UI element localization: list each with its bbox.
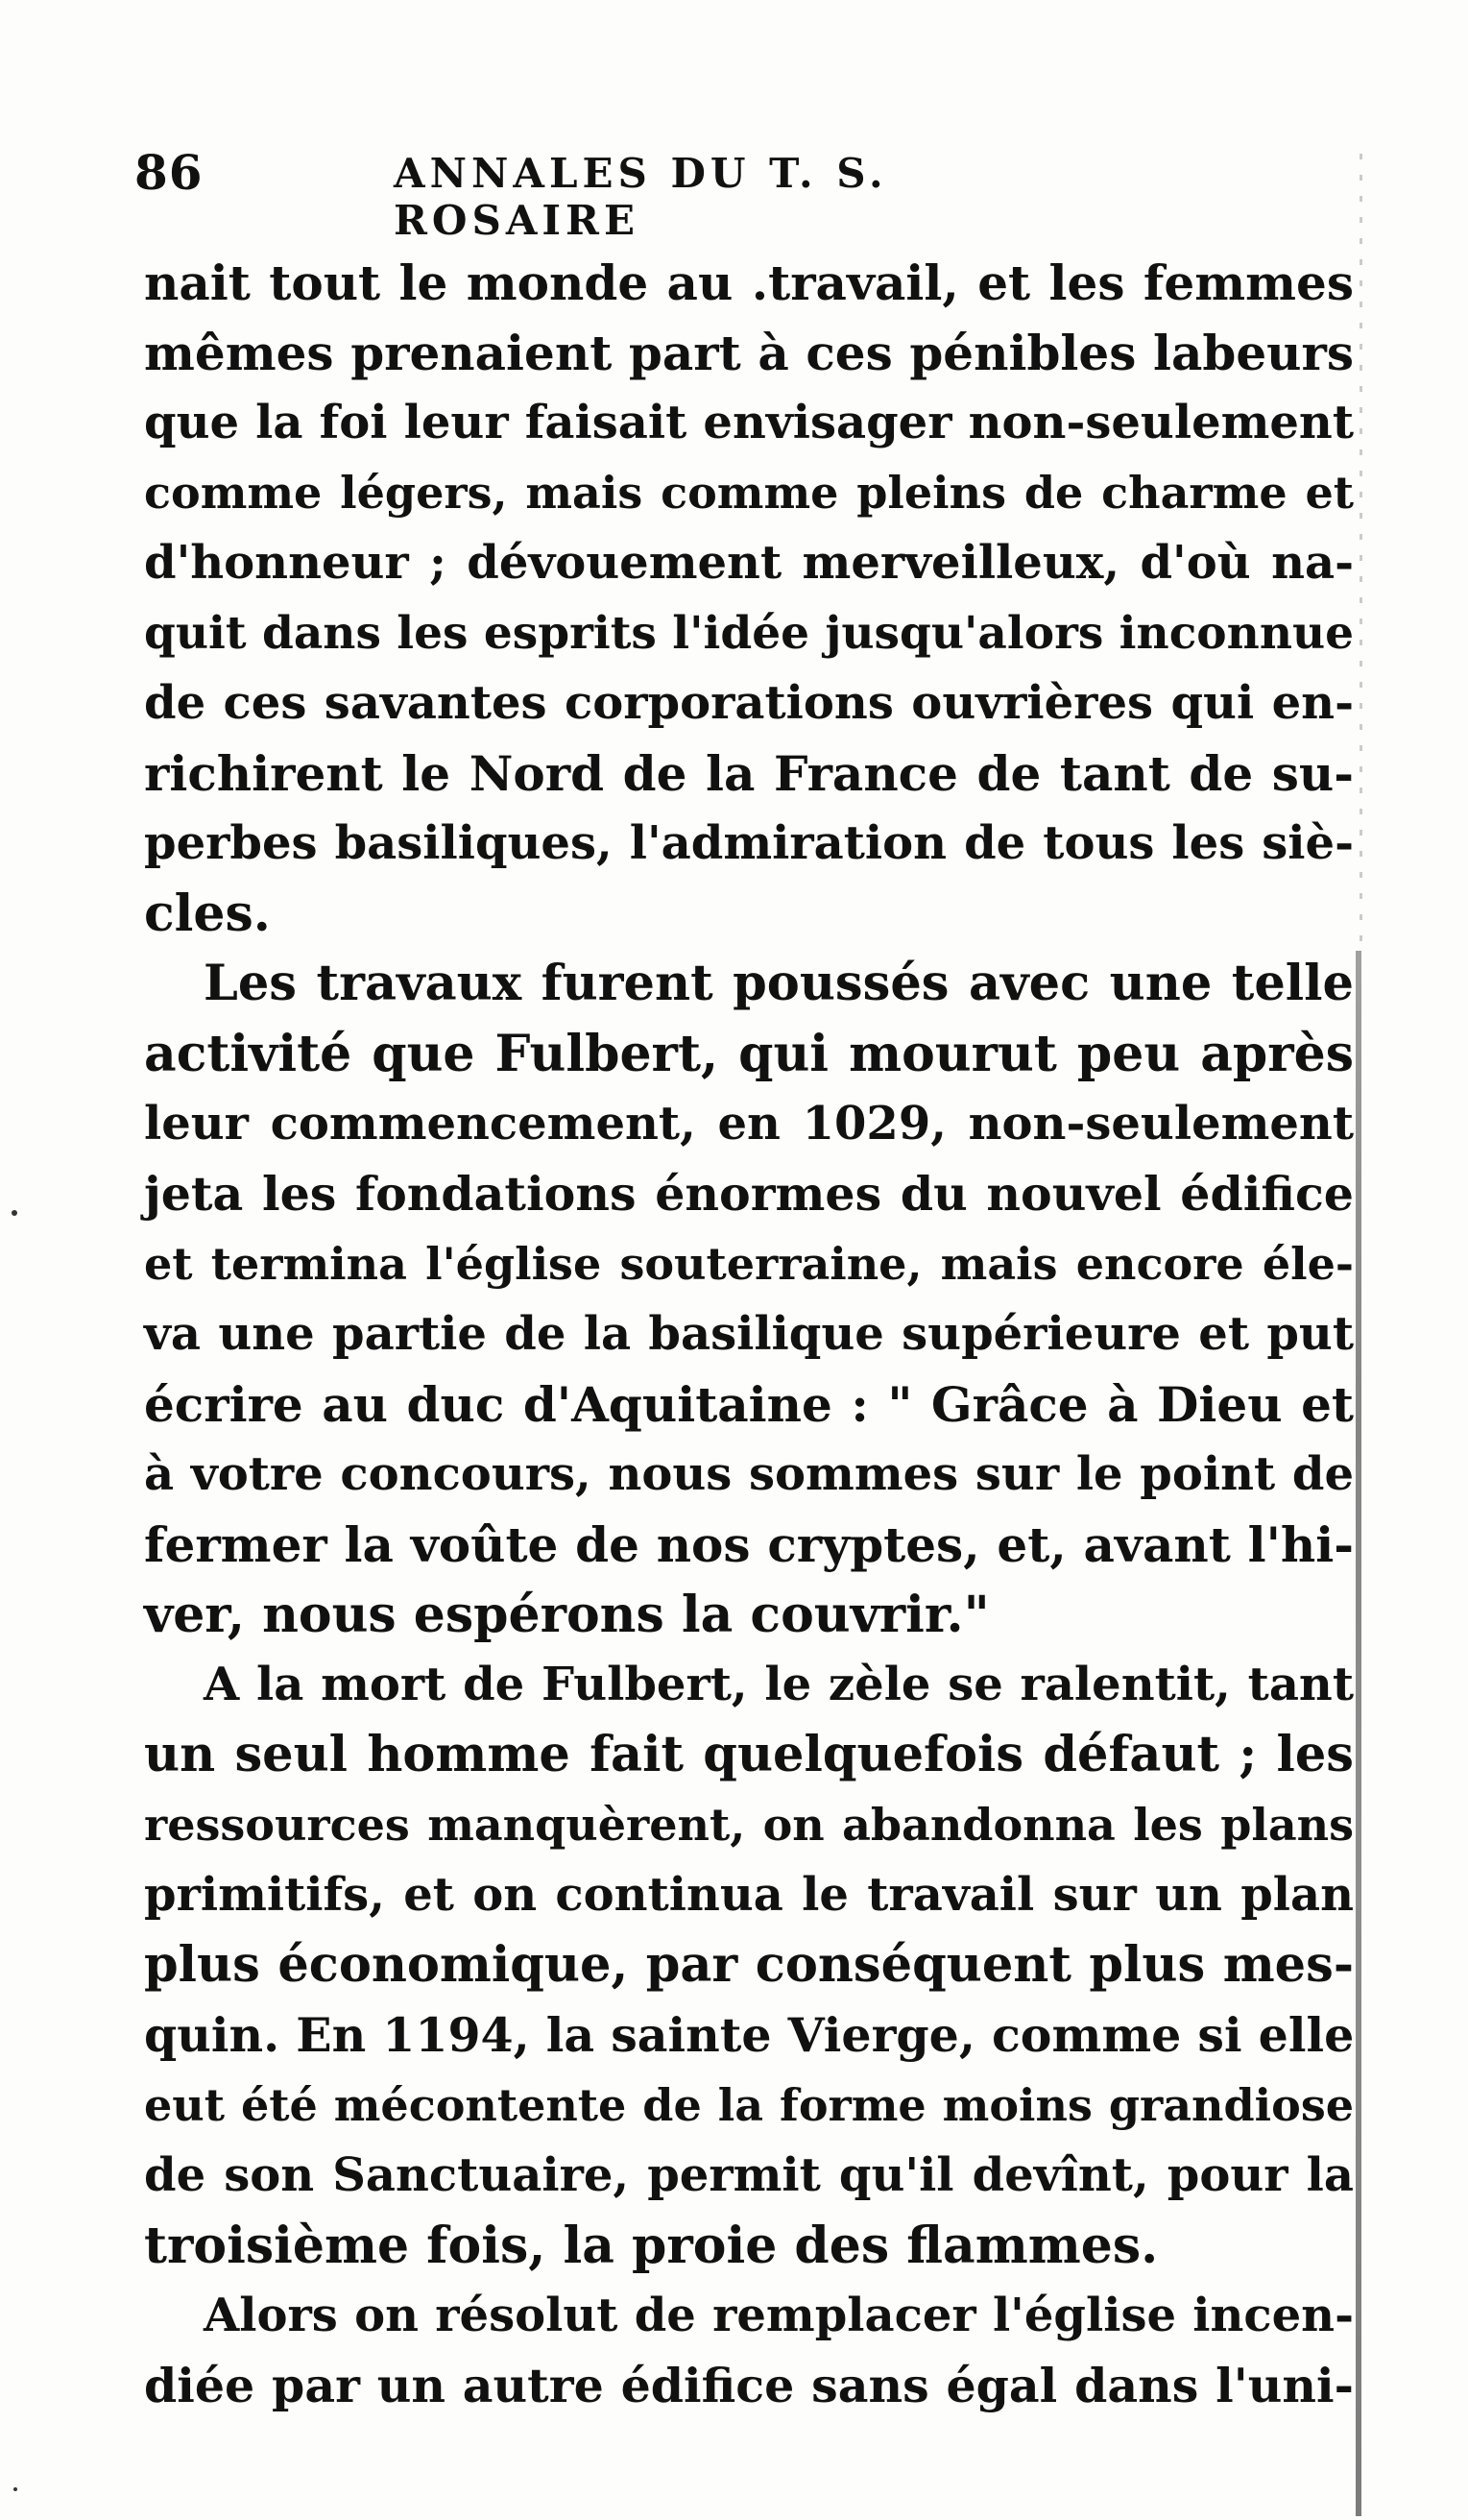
text-line: nait tout le monde au .travail, et les femmes (144, 254, 1354, 311)
paragraph (144, 2281, 1354, 2421)
text-line: jeta les fondations énormes du nouvel édifice (144, 1166, 1354, 1222)
text-line: comme légers, mais comme pleins de charme et (144, 467, 1354, 519)
text-line: ressources manquèrent, on abandonna les plans (144, 1799, 1354, 1851)
text-line: va une partie de la basilique supérieure et put (144, 1307, 1354, 1361)
text-line: Alors on résolut de remplacer l'église incen- (204, 2289, 1354, 2342)
paragraph (144, 248, 1354, 949)
scan-edge-marks (1360, 154, 1362, 941)
scan-speck (12, 1210, 17, 1216)
text-line: troisième fois, la proie des flammes. (144, 2217, 1159, 2275)
text-line: de son Sanctuaire, permit qu'il devînt, pour la (144, 2148, 1354, 2202)
page-number: 86 (134, 144, 204, 201)
text-line: quit dans les esprits l'idée jusqu'alors inconnue (144, 607, 1355, 660)
text-line: cles. (144, 884, 271, 943)
text-line: et termina l'église souterraine, mais encore éle- (144, 1238, 1354, 1290)
paragraph (144, 949, 1354, 1650)
body-text (144, 248, 1354, 2421)
text-line: plus économique, par conséquent plus mes- (144, 1936, 1354, 1994)
text-line: leur commencement, en 1029, non-seulement (144, 1097, 1354, 1151)
page-header (134, 144, 1095, 244)
text-line: d'honneur ; dévouement merveilleux, d'où na- (144, 536, 1354, 590)
text-line: activité que Fulbert, qui mourut peu après (144, 1025, 1354, 1083)
text-line: Les travaux furent poussés avec une telle (204, 955, 1354, 1012)
text-line: diée par un autre édifice sans égal dans l'uni- (144, 2358, 1354, 2413)
text-line: perbes basiliques, l'admiration de tous les siè- (144, 816, 1354, 870)
text-line: fermer la voûte de nos cryptes, et, avant l'hi- (144, 1516, 1354, 1573)
text-line: richirent le Nord de la France de tant de su- (144, 745, 1354, 802)
text-line: à votre concours, nous sommes sur le point de (144, 1447, 1354, 1501)
text-line: primitifs, et on continua le travail sur un plan (144, 1868, 1354, 1922)
text-line: écrire au duc d'Aquitaine : " Grâce à Dieu et (144, 1376, 1354, 1433)
text-line: A la mort de Fulbert, le zèle se ralentit, tant (204, 1658, 1354, 1711)
text-line: mêmes prenaient part à ces pénibles labeurs (144, 325, 1354, 381)
text-line: que la foi leur faisait envisager non-seulement (144, 396, 1354, 449)
text-line: un seul homme fait quelquefois défaut ; les (144, 1726, 1354, 1783)
text-line: quin. En 1194, la sainte Vierge, comme si elle (144, 2007, 1355, 2063)
running-title: ANNALES DU T. S. ROSAIRE (394, 150, 888, 244)
scan-gutter-shadow (1356, 951, 1361, 2516)
paragraph (144, 1650, 1354, 2281)
text-line: eut été mécontente de la forme moins grandiose (144, 2079, 1354, 2131)
scan-speck (13, 2487, 17, 2491)
text-line: ver, nous espérons la couvrir." (144, 1586, 990, 1644)
text-line: de ces savantes corporations ouvrières qui en- (144, 676, 1354, 730)
